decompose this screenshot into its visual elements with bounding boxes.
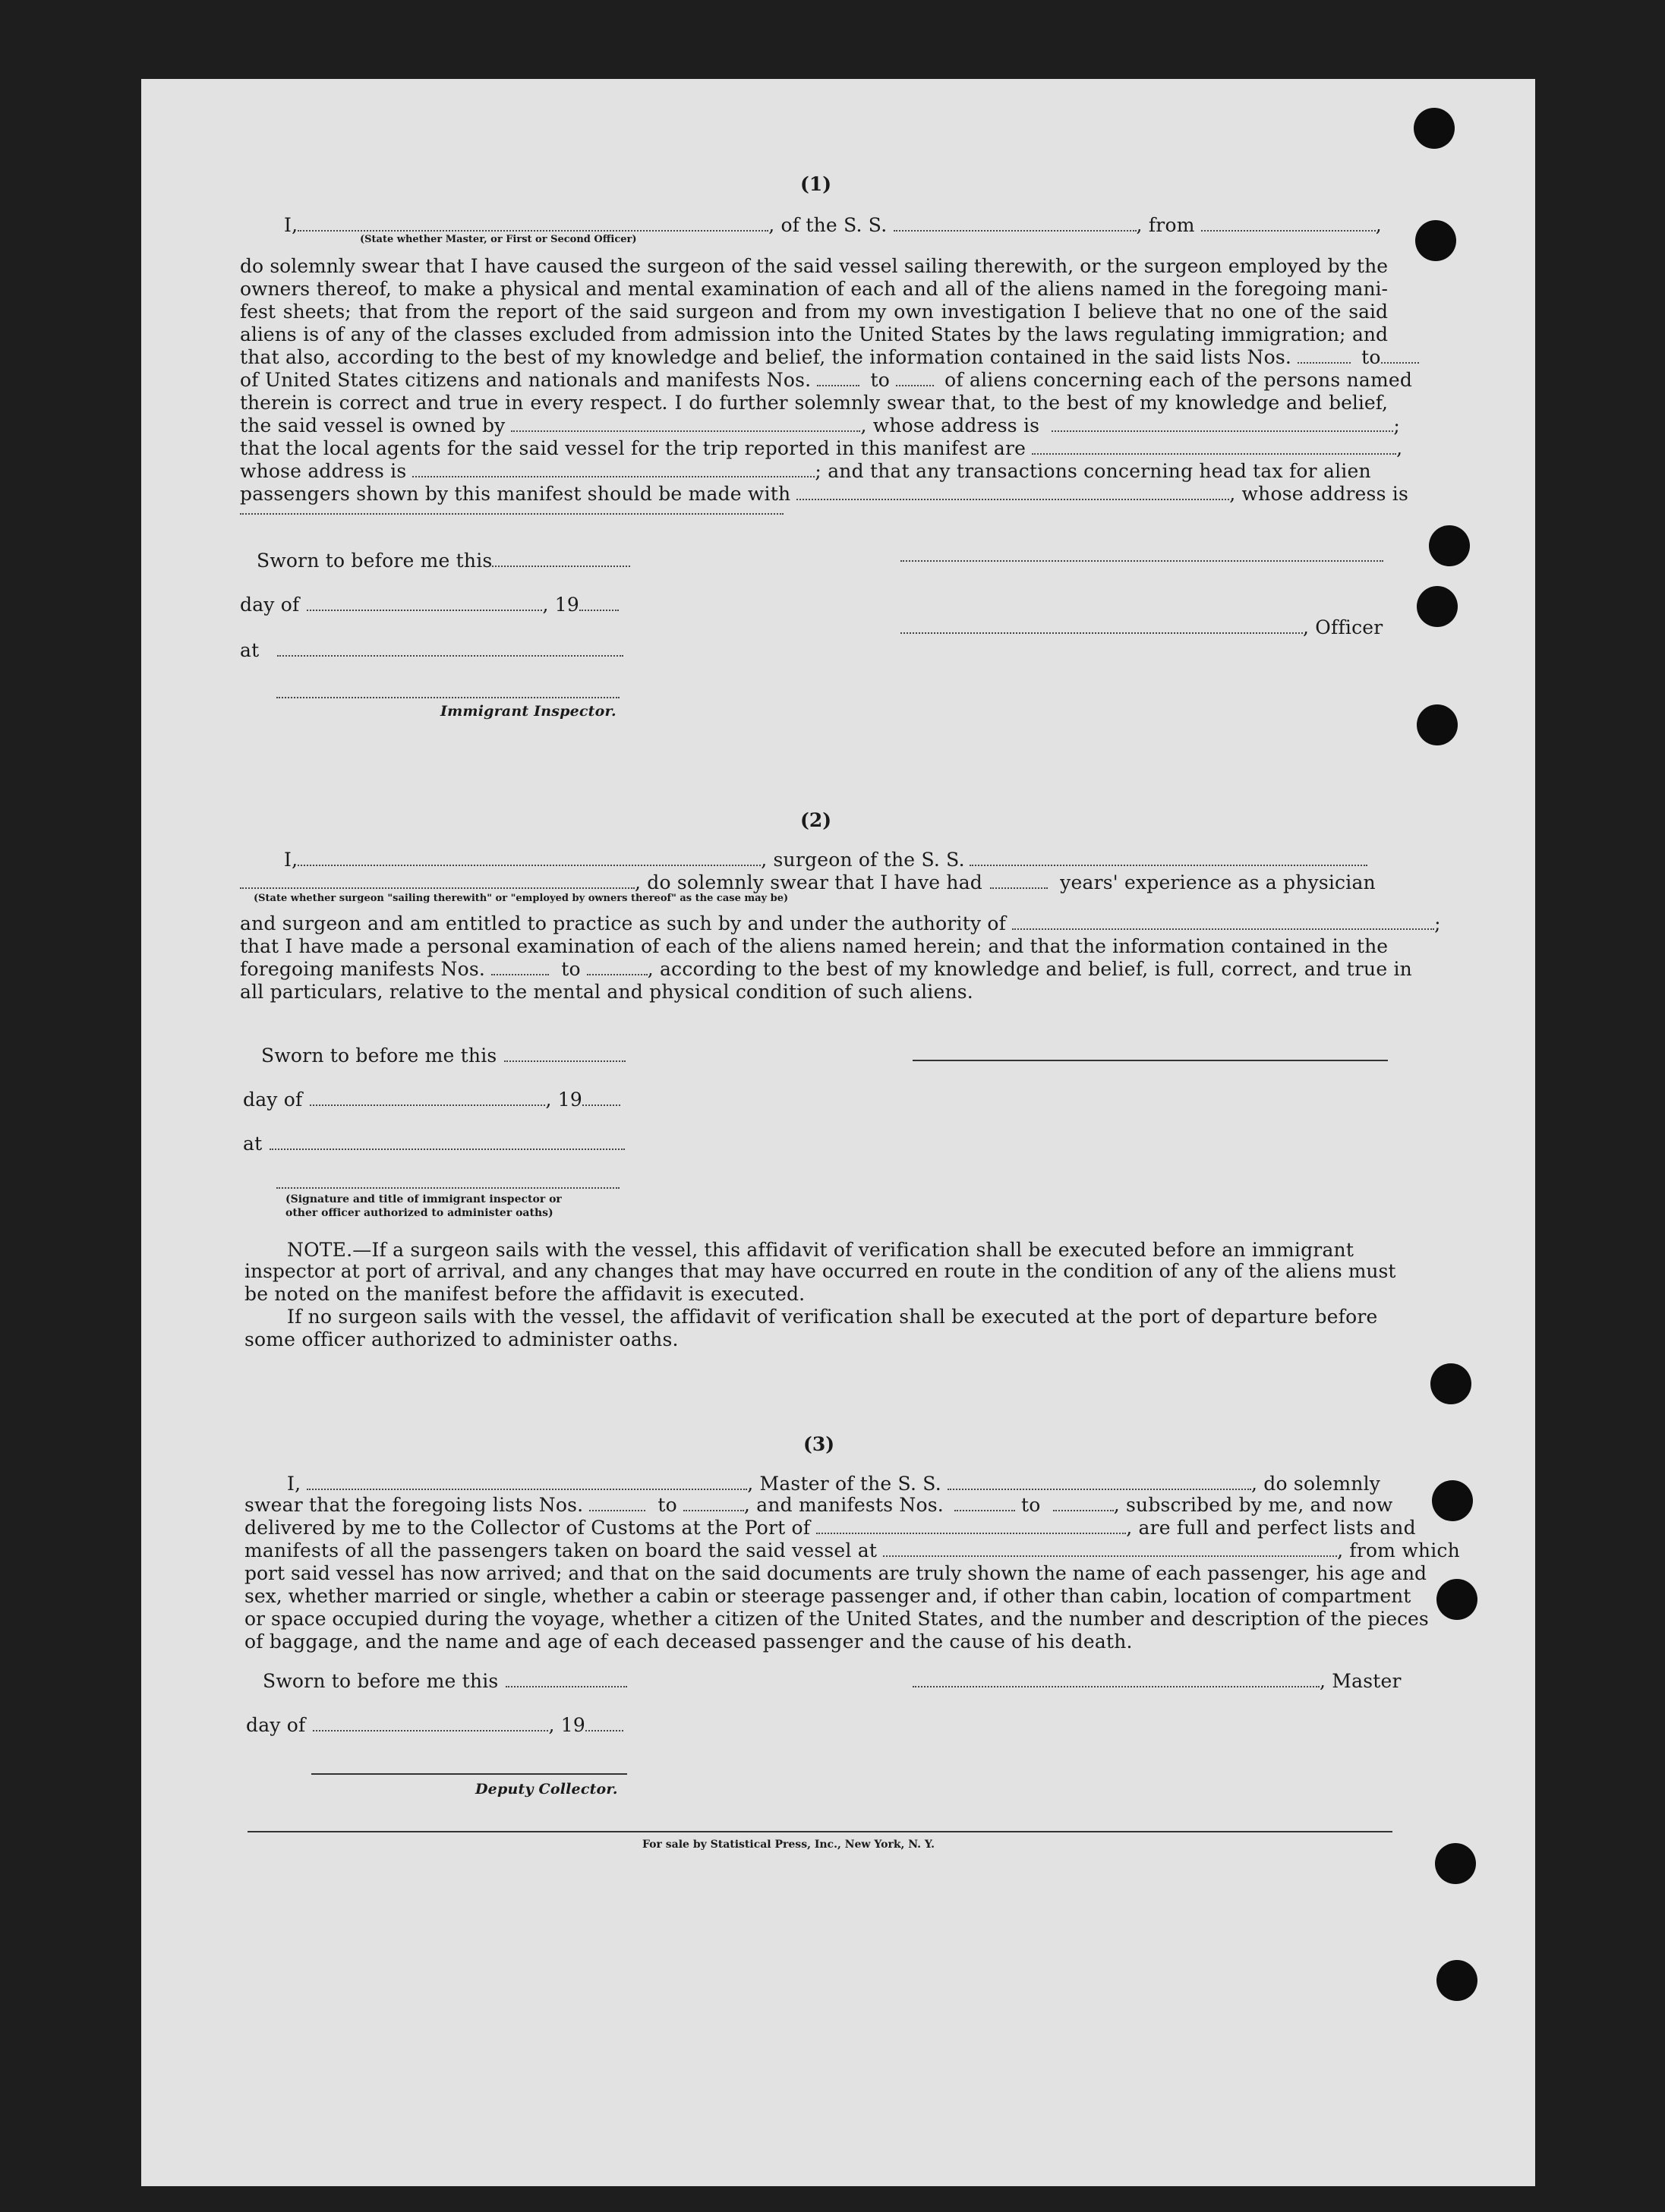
oath-text: the said vessel is owned by , whose address is ; — [240, 414, 1400, 436]
field-note: (State whether Master, or First or Second Officer) — [360, 234, 637, 245]
oath-line: I, , surgeon of the S. S. — [284, 849, 1367, 871]
binder-hole — [1436, 1960, 1477, 2001]
oath-text: therein is correct and true in every respect. I do further solemnly swear that, to the best of my knowledge and belief, — [240, 392, 1388, 414]
signature-line — [913, 1060, 1388, 1061]
oath-text: whose address is ; and that any transactions concerning head tax for alien — [240, 460, 1371, 482]
signature-note: (Signature and title of immigrant inspector or — [285, 1193, 562, 1205]
oath-text: aliens is of any of the classes excluded from admission into the United States by the laws regulating immigration; and — [240, 323, 1388, 345]
oath-text: foregoing manifests Nos. to , according to the best of my knowledge and belief, is full, correct, and true in — [240, 958, 1412, 980]
oath-text: sex, whether married or single, whether a cabin or steerage passenger and, if other than cabin, location of compartment — [244, 1585, 1411, 1607]
signature-line — [276, 1187, 620, 1189]
blank-line — [240, 513, 784, 515]
deputy-caption: Deputy Collector. — [475, 1781, 618, 1798]
oath-line: I, , Master of the S. S. , do solemnly — [287, 1473, 1381, 1495]
section-number: (1) — [800, 173, 832, 195]
binder-hole — [1417, 586, 1458, 627]
binder-hole — [1435, 1843, 1476, 1884]
note-text: be noted on the manifest before the affidavit is executed. — [244, 1283, 806, 1305]
oath-text: port said vessel has now arrived; and that on the said documents are truly shown the name of each passenger, his age and — [244, 1562, 1427, 1584]
footer-rule — [248, 1831, 1392, 1832]
signature-line — [900, 560, 1383, 562]
sworn-label: Sworn to before me this — [257, 550, 630, 572]
binder-hole — [1436, 1579, 1477, 1620]
oath-line: , do solemnly swear that I have had years' experience as a physician — [240, 871, 1376, 893]
oath-text: do solemnly swear that I have caused the surgeon of the said vessel sailing therewith, or the surgeon employed by the — [240, 255, 1388, 277]
oath-text: that I have made a personal examination of each of the aliens named herein; and that the information contained in the — [240, 935, 1388, 957]
sworn-label: Sworn to before me this — [261, 1045, 626, 1067]
note-text: some officer authorized to administer oaths. — [244, 1328, 679, 1350]
master-signature: , Master — [913, 1670, 1402, 1692]
oath-text: of United States citizens and nationals and manifests Nos. to of aliens concerning each of the persons named — [240, 369, 1413, 391]
oath-text: of baggage, and the name and age of each deceased passenger and the cause of his death. — [244, 1631, 1133, 1653]
at-label: at — [240, 639, 623, 661]
oath-line: I, , of the S. S. , from , — [284, 214, 1382, 236]
oath-text: and surgeon and am entitled to practice as such by and under the authority of ; — [240, 912, 1441, 934]
oath-text: fest sheets; that from the report of the said surgeon and from my own investigation I believe that no one of the said — [240, 301, 1388, 323]
binder-hole — [1430, 1363, 1471, 1404]
binder-hole — [1414, 108, 1455, 149]
sworn-label: Sworn to before me this — [263, 1670, 627, 1692]
field-note: (State whether surgeon "sailing therewith" or "employed by owners thereof" as the case may be) — [254, 893, 789, 904]
signature-line — [311, 1773, 627, 1775]
binder-hole — [1415, 220, 1456, 261]
binder-hole — [1417, 704, 1458, 745]
day-of-label: day of , 19 — [246, 1714, 623, 1736]
inspector-caption: Immigrant Inspector. — [440, 703, 616, 720]
at-label: at — [243, 1133, 625, 1155]
oath-text: owners thereof, to make a physical and mental examination of each and all of the aliens named in the foregoing mani- — [240, 278, 1388, 300]
note-text: NOTE.—If a surgeon sails with the vessel, this affidavit of verification shall be executed before an immigrant — [287, 1239, 1354, 1261]
oath-text: delivered by me to the Collector of Customs at the Port of , are full and perfect lists and — [244, 1517, 1416, 1539]
oath-text: passengers shown by this manifest should be made with , whose address is — [240, 483, 1408, 505]
oath-text: or space occupied during the voyage, whether a citizen of the United States, and the number and description of the pieces — [244, 1608, 1429, 1630]
note-text: If no surgeon sails with the vessel, the affidavit of verification shall be executed at the port of departure before — [287, 1306, 1378, 1328]
section-number: (3) — [803, 1433, 835, 1455]
signature-note: other officer authorized to administer oaths) — [285, 1207, 553, 1219]
section-number: (2) — [800, 809, 832, 831]
oath-text: all particulars, relative to the mental and physical condition of such aliens. — [240, 981, 973, 1003]
day-of-label: day of , 19 — [243, 1089, 620, 1111]
oath-text: that the local agents for the said vessel for the trip reported in this manifest are , — [240, 437, 1403, 459]
day-of-label: day of , 19 — [240, 594, 619, 616]
printer-credit: For sale by Statistical Press, Inc., New York, N. Y. — [642, 1839, 935, 1851]
binder-hole — [1429, 525, 1470, 566]
officer-signature: , Officer — [900, 616, 1383, 638]
note-text: inspector at port of arrival, and any changes that may have occurred en route in the condition of any of the aliens must — [244, 1260, 1396, 1282]
oath-text: swear that the foregoing lists Nos. to , and manifests Nos. to , subscribed by me, and now — [244, 1494, 1393, 1516]
oath-text: manifests of all the passengers taken on board the said vessel at , from which — [244, 1539, 1460, 1561]
signature-line — [276, 697, 620, 698]
oath-text: that also, according to the best of my knowledge and belief, the information contained in the said lists Nos. to — [240, 346, 1419, 368]
binder-hole — [1432, 1480, 1473, 1521]
